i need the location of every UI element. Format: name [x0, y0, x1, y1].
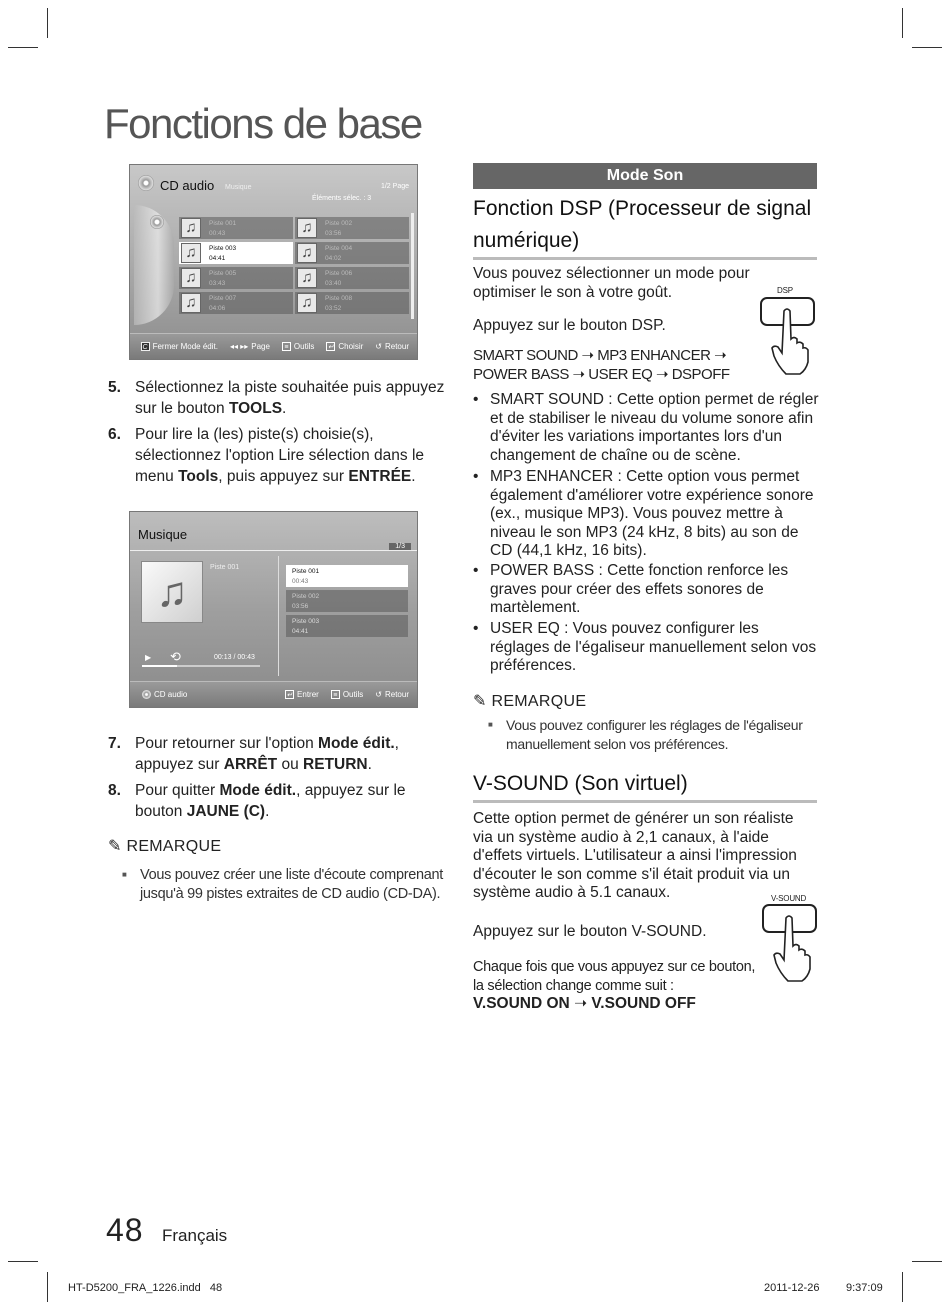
music-note-icon: ♫: [297, 218, 317, 238]
music-note-icon: ♫: [297, 243, 317, 263]
cd-icon: [138, 175, 154, 191]
tools-icon: ≡: [331, 690, 340, 699]
hand-press-icon: [758, 295, 818, 375]
arrow-icon: ➝: [655, 366, 669, 383]
arrow-icon: ➝: [572, 366, 585, 383]
vsound-sequence: V.SOUND ON ➝ V.SOUND OFF: [473, 995, 696, 1012]
progress-fill: [142, 665, 177, 667]
music-note-icon: ♫: [181, 268, 201, 288]
page-number: 48: [106, 1212, 144, 1248]
close-edit-mode-button[interactable]: C Fermer Mode édit.: [142, 342, 218, 351]
track-item[interactable]: Piste 001 00:43: [286, 565, 408, 587]
current-track: Piste 001: [210, 564, 240, 571]
c-key-icon: C: [142, 344, 148, 351]
enter-icon: ↵: [286, 692, 293, 699]
crop-mark: [902, 1272, 903, 1302]
music-note-icon: ♫: [181, 293, 201, 313]
crop-mark: [8, 47, 38, 48]
page-button[interactable]: ◂◂ ▸▸ Page: [229, 342, 270, 351]
vsound-change-note: Chaque fois que vous appuyez sur ce bouton, la sélection change comme suit :: [473, 959, 756, 994]
title-divider: [130, 550, 417, 551]
return-icon: ↺: [375, 342, 382, 351]
vsound-intro: Cette option permet de générer un son réaliste via un système audio à 2,1 canaux, à l'aide d'effets virtuels. L'utilisateur a ainsi l'impression d'écouter le son comme s'il était produit via un système audio à 5.1 canaux.: [473, 810, 797, 901]
track-item[interactable]: ♫ Piste 003 04:41: [179, 242, 293, 264]
dsp-intro: Vous pouvez sélectionner un mode pour optimiser le son à votre goût.: [473, 265, 750, 301]
music-note-icon: ♫: [181, 243, 201, 263]
hand-press-icon: [760, 902, 820, 982]
album-art: [141, 561, 203, 623]
step-7: 7. Pour retourner sur l'option Mode édit., appuyez sur ARRÊT ou RETURN.: [108, 735, 399, 773]
bullet-power-bass: • POWER BASS : Cette fonction renforce les graves pour créer des effets sonores de martèlement.: [473, 562, 789, 616]
tools-icon: ≡: [282, 342, 291, 351]
crop-mark: [8, 1261, 38, 1262]
dsp-button-label: DSP: [777, 286, 793, 295]
repeat-icon[interactable]: ⟲: [170, 649, 181, 664]
screen-title: CD audio: [160, 178, 215, 193]
playback-time: 00:13 / 00:43: [214, 654, 255, 661]
dsp-sequence-line-1: SMART SOUND ➝ MP3 ENHANCER ➝: [473, 347, 727, 364]
play-icon[interactable]: ▶: [145, 653, 152, 662]
arrow-icon: ➝: [574, 995, 588, 1012]
track-item[interactable]: Piste 002 03:56: [286, 590, 408, 612]
progress-track[interactable]: [142, 665, 260, 667]
dsp-heading: Fonction DSP (Processeur de signal numérique): [473, 193, 817, 260]
slug-time: 9:37:09: [846, 1282, 883, 1294]
track-item[interactable]: ♫ Piste 008 03:52: [295, 292, 409, 314]
enter-button[interactable]: ↵ Entrer: [286, 690, 319, 699]
enter-icon: ↵: [327, 344, 334, 351]
return-icon: ↺: [375, 690, 382, 699]
tools-button[interactable]: ≡ Outils: [331, 690, 363, 699]
bullet-dot-icon: •: [473, 391, 479, 408]
track-item[interactable]: ♫ Piste 007 04:06: [179, 292, 293, 314]
step-6: 6. Pour lire la (les) piste(s) choisie(s), sélectionnez l'option Lire sélection dans le menu Tools, puis appuyez sur ENTRÉE.: [108, 426, 425, 485]
scrollbar[interactable]: [411, 213, 414, 319]
track-item[interactable]: Piste 003 04:41: [286, 615, 408, 637]
screen-subtitle: Musique: [225, 184, 252, 191]
pencil-icon: ✎: [108, 838, 122, 855]
remark-note: ■ Vous pouvez configurer les réglages de l'égaliseur manuellement selon vos préférences.: [488, 717, 803, 752]
music-note-icon: ♫: [181, 218, 201, 238]
music-note-icon: ♫: [297, 268, 317, 288]
square-bullet-icon: ■: [488, 720, 493, 729]
dsp-sequence-line-2: POWER BASS ➝ USER EQ ➝ DSPOFF: [473, 366, 730, 383]
square-bullet-icon: ■: [122, 870, 127, 879]
bullet-user-eq: • USER EQ : Vous pouvez configurer les réglages de l'égaliseur manuellement selon vos préférences.: [473, 620, 817, 674]
cd-icon: [150, 215, 164, 229]
page-arrows-icon: ◂◂ ▸▸: [229, 342, 249, 351]
selected-count: Éléments sélec. : 3: [312, 195, 372, 202]
section-header: Mode Son: [473, 163, 817, 189]
source-label: CD audio: [142, 690, 187, 699]
page-language: Français: [162, 1226, 228, 1245]
back-button[interactable]: ↺ Retour: [375, 690, 409, 699]
step-5: 5. Sélectionnez la piste souhaitée puis appuyez sur le bouton TOOLS.: [108, 379, 445, 417]
tools-button[interactable]: ≡ Outils: [282, 342, 314, 351]
bullet-dot-icon: •: [473, 468, 479, 485]
crop-mark: [912, 1261, 942, 1262]
pencil-icon: ✎: [473, 693, 487, 710]
track-item[interactable]: ♫ Piste 001 00:43: [179, 217, 293, 239]
remark-note: ■ Vous pouvez créer une liste d'écoute comprenant jusqu'à 99 pistes extraites de CD audio (CD-DA).: [122, 867, 444, 902]
vsound-press-instruction: Appuyez sur le bouton V-SOUND.: [473, 923, 707, 940]
music-playback-screen: [129, 511, 418, 708]
page-indicator: 1/3: [389, 543, 411, 550]
remark-heading: ✎ REMARQUE: [108, 838, 222, 855]
back-button[interactable]: ↺ Retour: [375, 342, 409, 351]
crop-mark: [912, 47, 942, 48]
panel-divider: [278, 556, 279, 676]
track-item[interactable]: ♫ Piste 004 04:02: [295, 242, 409, 264]
step-8: 8. Pour quitter Mode édit., appuyez sur le bouton JAUNE (C).: [108, 782, 406, 820]
page-title: Fonctions de base: [104, 100, 422, 147]
bullet-mp3-enhancer: • MP3 ENHANCER : Cette option vous permet également d'améliorer votre expérience sonore (ex., musique MP3). Vous pouvez mettre à niveau le son MP3 (24 kHz, 8 bits) au son de CD (44,1 kHz, 16 bits).: [473, 468, 814, 559]
crop-mark: [902, 8, 903, 38]
bullet-dot-icon: •: [473, 562, 479, 579]
vsound-button-label: V-SOUND: [771, 894, 807, 903]
bullet-smart-sound: • SMART SOUND : Cette option permet de régler et de stabiliser le niveau du volume sonore afin d'éviter les variations importantes lors d'un changement de chaîne ou de scène.: [473, 391, 819, 464]
arrow-icon: ➝: [581, 347, 594, 364]
music-note-icon: ♫: [297, 293, 317, 313]
cd-icon: [142, 690, 151, 699]
crop-mark: [47, 8, 48, 38]
crop-mark: [47, 1272, 48, 1302]
music-note-icon: ♫: [156, 568, 188, 615]
dsp-press-instruction: Appuyez sur le bouton DSP.: [473, 317, 666, 334]
vsound-heading: V-SOUND (Son virtuel): [473, 768, 817, 803]
screen-footer: [130, 333, 417, 359]
track-item[interactable]: ♫ Piste 006 03:40: [295, 267, 409, 289]
screen-footer: [130, 681, 417, 707]
slug-date: 2011-12-26: [764, 1282, 820, 1294]
page-indicator: 1/2 Page: [380, 183, 409, 190]
track-item[interactable]: ♫ Piste 005 03:43: [179, 267, 293, 289]
screen-title: Musique: [138, 527, 188, 542]
choose-button[interactable]: ↵ Choisir: [327, 342, 364, 351]
file-slug: HT-D5200_FRA_1226.indd 48: [68, 1282, 223, 1294]
cd-audio-edit-screen: [129, 164, 418, 360]
arrow-icon: ➝: [714, 347, 727, 364]
bullet-dot-icon: •: [473, 620, 479, 637]
track-item[interactable]: ♫ Piste 002 03:56: [295, 217, 409, 239]
remark-heading: ✎ REMARQUE: [473, 693, 587, 710]
